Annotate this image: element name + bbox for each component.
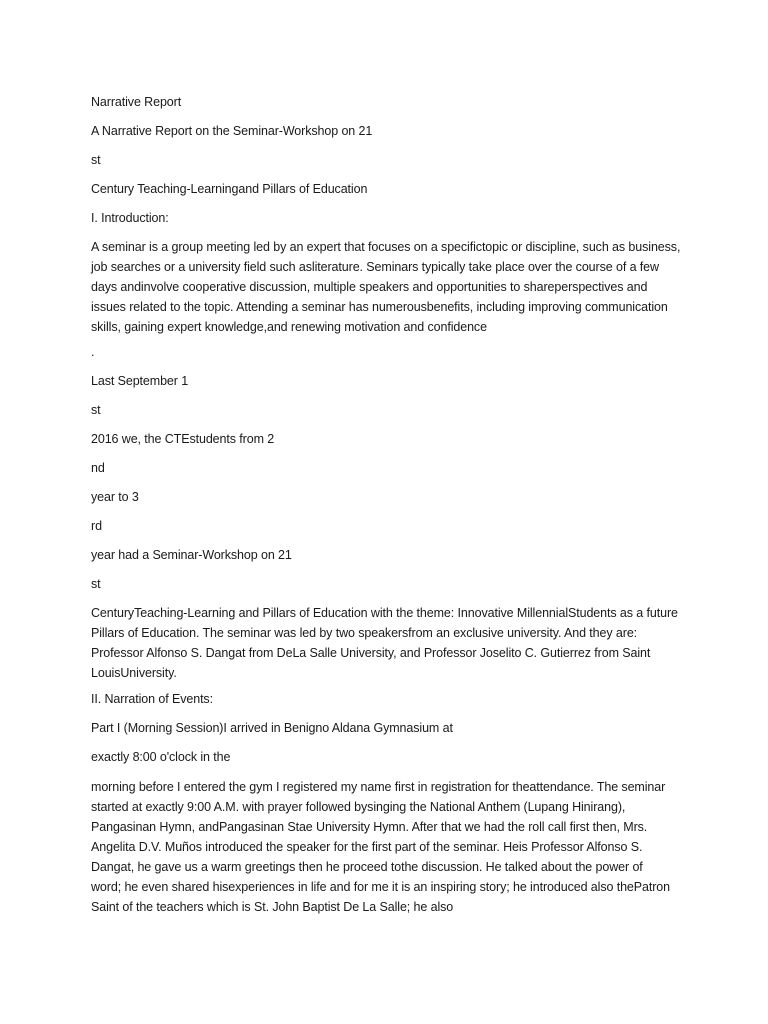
section-heading-introduction: I. Introduction: (91, 211, 169, 225)
ordinal-suffix-nd: nd (91, 461, 105, 475)
last-september-line: Last September 1 (91, 374, 189, 388)
subtitle-line-1: A Narrative Report on the Seminar-Workshop on 21 (91, 124, 373, 138)
year-to-line: year to 3 (91, 490, 139, 504)
exactly-line: exactly 8:00 o'clock in the (91, 750, 231, 764)
century-paragraph: CenturyTeaching-Learning and Pillars of Education with the theme: Innovative MillennialStudents as a future Pillars of Education. The seminar was led by two speakersfrom an exclusive university. And they are: Professor Alfonso S. Dangat from DeLa Salle University, and Professor Joselito C. Gutierrez from Saint LouisUniversity. (91, 606, 678, 680)
ordinal-suffix-st: st (91, 577, 101, 591)
subtitle-line-2: Century Teaching-Learningand Pillars of Education (91, 182, 368, 196)
ordinal-suffix-st: st (91, 153, 101, 167)
ordinal-suffix-rd: rd (91, 519, 102, 533)
morning-paragraph: morning before I entered the gym I registered my name first in registration for theattendance. The seminar started at exactly 9:00 A.M. with prayer followed bysinging the National Anthem (Lupang Hinirang), Pangasinan Hymn, andPangasinan Stae University Hymn. After that we had the roll call first then, Mrs. Angelita D.V. Muños introduced the speaker for the first part of the seminar. Heis Professor Alfonso S. Dangat, he gave us a warm greetings then he proceed tothe discussion. He talked about the power of word; he even shared hisexperiences in life and for me it is an inspiring story; he introduced also thePatron Saint of the teachers which is St. John Baptist De La Salle; he also (91, 780, 671, 914)
ordinal-suffix-st: st (91, 403, 101, 417)
part-one-line: Part I (Morning Session)I arrived in Benigno Aldana Gymnasium at (91, 721, 453, 735)
year-line: 2016 we, the CTEstudents from 2 (91, 432, 275, 446)
document-title: Narrative Report (91, 95, 182, 109)
section-heading-narration: II. Narration of Events: (91, 692, 213, 706)
stray-period: . (91, 345, 95, 359)
seminar-workshop-line: year had a Seminar-Workshop on 21 (91, 548, 292, 562)
intro-paragraph: A seminar is a group meeting led by an expert that focuses on a specifictopic or discipline, such as business, job searches or a university field such asliterature. Seminars typically take place over the course of a few days andinvolve cooperative discussion, multiple speakers and opportunities to shareperspectives and issues related to the topic. Attending a seminar has numerousbenefits, including improving communication skills, gaining expert knowledge,and renewing motivation and confidence (91, 240, 681, 334)
